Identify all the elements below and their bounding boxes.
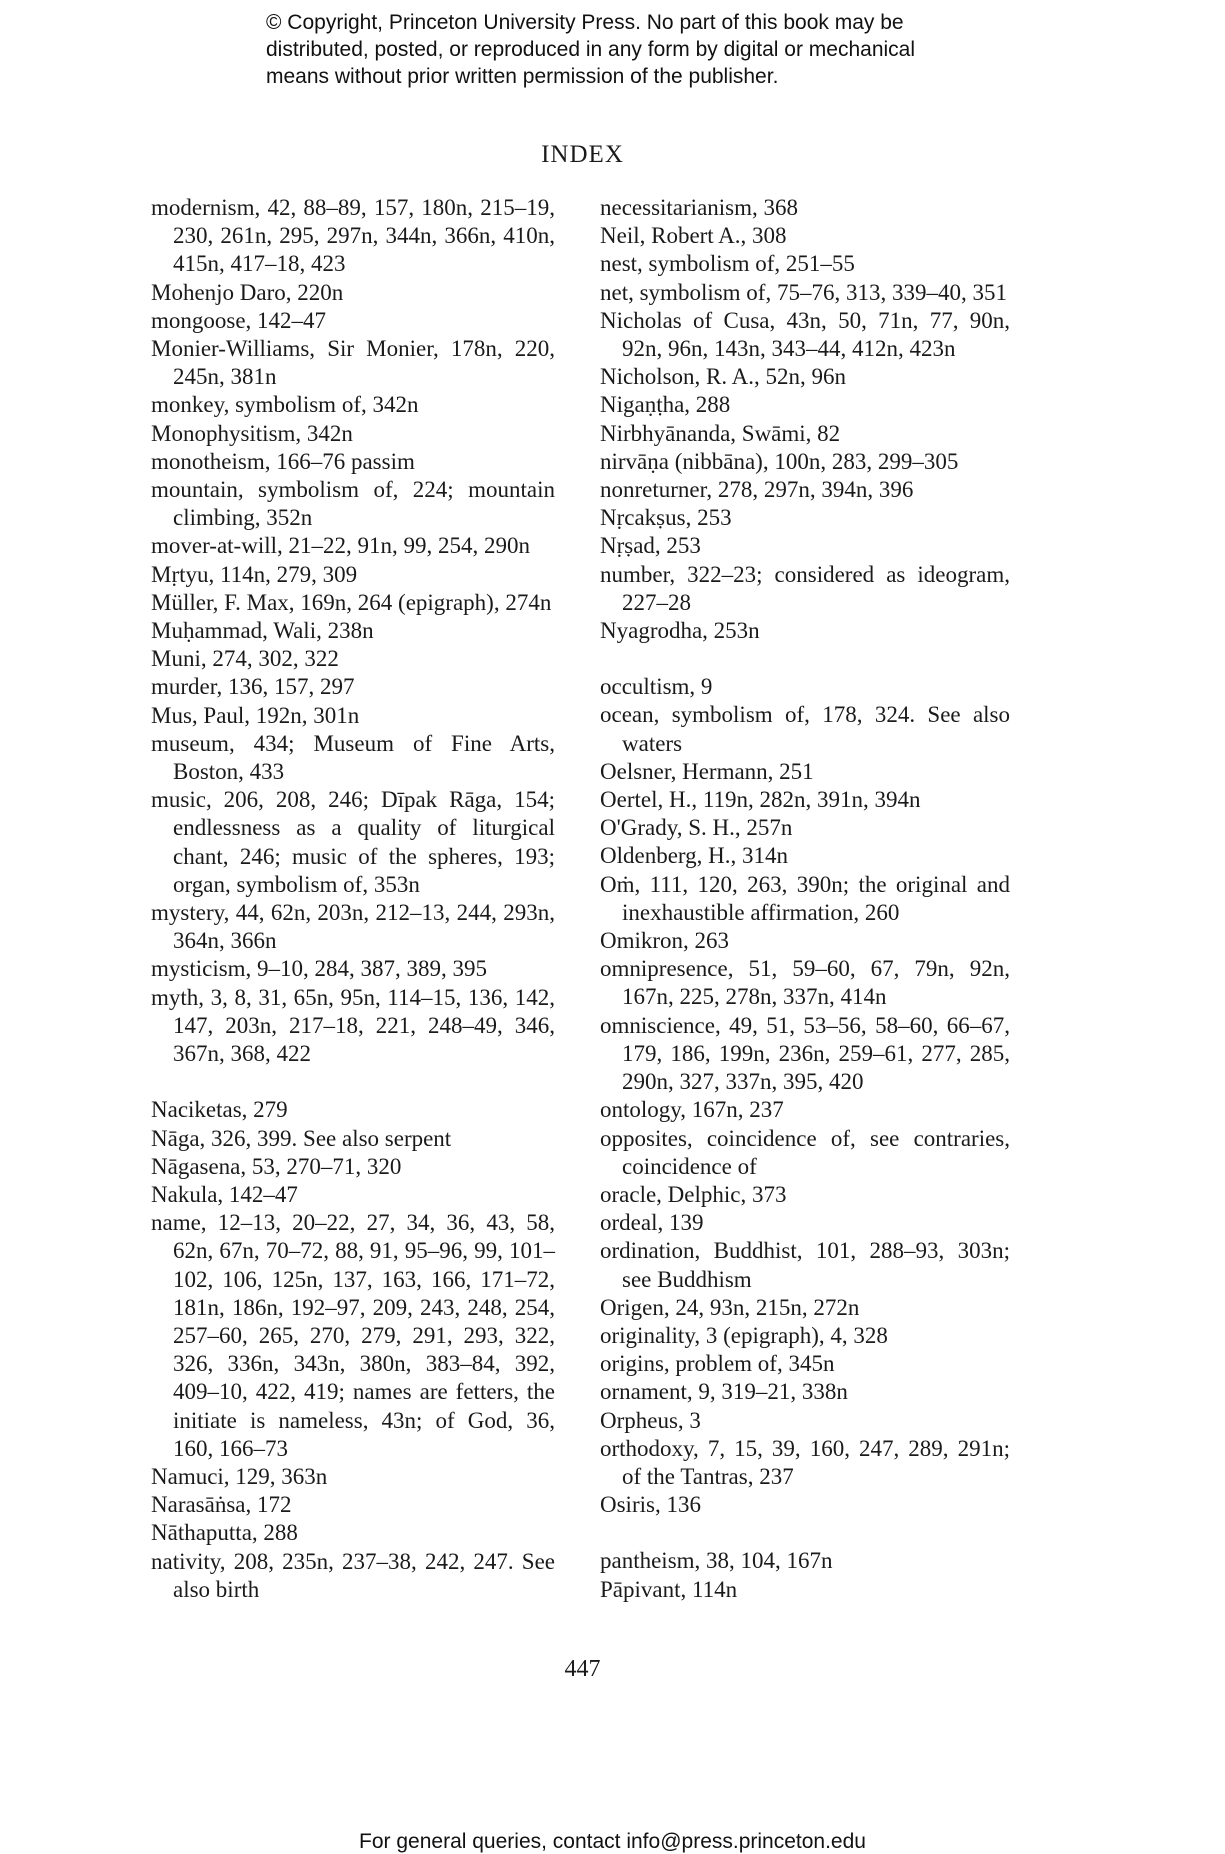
index-entry: oracle, Delphic, 373 bbox=[600, 1181, 787, 1207]
index-entry: mysticism, 9–10, 284, 387, 389, 395 bbox=[151, 956, 488, 982]
index-entry: Nigaṇṭha, 288 bbox=[600, 392, 731, 418]
index-entry: Nyagrodha, 253n bbox=[600, 618, 760, 644]
index-entry: Orpheus, 3 bbox=[600, 1407, 701, 1433]
index-entry: Mohenjo Daro, 220n bbox=[151, 279, 344, 305]
letter-gap bbox=[151, 1068, 555, 1096]
index-entry: Oelsner, Hermann, 251 bbox=[600, 758, 814, 784]
index-column-left bbox=[151, 194, 555, 1604]
index-entry: ordeal, 139 bbox=[600, 1210, 704, 1236]
index-entry: Mṛtyu, 114n, 279, 309 bbox=[151, 561, 358, 587]
index-entry: nativity, 208, 235n, 237–38, 242, 247. See also birth bbox=[151, 1548, 555, 1602]
index-entry: Oertel, H., 119n, 282n, 391n, 394n bbox=[600, 787, 921, 813]
index-entry: Nāthaputta, 288 bbox=[151, 1520, 298, 1546]
index-entry: Oldenberg, H., 314n bbox=[600, 843, 789, 869]
index-entry: opposites, coincidence of, see contraries, coincidence of bbox=[600, 1125, 1010, 1179]
index-entry: Namuci, 129, 363n bbox=[151, 1463, 328, 1489]
index-entry: mystery, 44, 62n, 203n, 212–13, 244, 293n, 364n, 366n bbox=[151, 900, 555, 954]
index-entry: Nakula, 142–47 bbox=[151, 1181, 298, 1207]
index-entry: nirvāṇa (nibbāna), 100n, 283, 299–305 bbox=[600, 448, 959, 474]
footer-contact: For general queries, contact info@press.princeton.edu bbox=[359, 1830, 866, 1853]
index-entry: Müller, F. Max, 169n, 264 (epigraph), 274n bbox=[151, 589, 552, 615]
index-entry: pantheism, 38, 104, 167n bbox=[600, 1548, 833, 1574]
index-entry: Neil, Robert A., 308 bbox=[600, 223, 787, 249]
index-entry: modernism, 42, 88–89, 157, 180n, 215–19, 230, 261n, 295, 297n, 344n, 366n, 410n, 415n, 417–18, 423 bbox=[151, 195, 555, 277]
index-entry: mongoose, 142–47 bbox=[151, 307, 327, 333]
index-entry: mover-at-will, 21–22, 91n, 99, 254, 290n bbox=[151, 533, 530, 559]
index-entry: Omikron, 263 bbox=[600, 928, 730, 954]
index-entry: ordination, Buddhist, 101, 288–93, 303n; see Buddhism bbox=[600, 1238, 1010, 1292]
index-entry: monkey, symbolism of, 342n bbox=[151, 392, 419, 418]
page-number: 447 bbox=[564, 1656, 601, 1682]
index-entry: Oṁ, 111, 120, 263, 390n; the original and inexhaustible affirmation, 260 bbox=[600, 871, 1010, 925]
index-entry: Nicholson, R. A., 52n, 96n bbox=[600, 364, 846, 390]
index-entry: museum, 434; Museum of Fine Arts, Boston, 433 bbox=[151, 730, 555, 785]
index-entry: Origen, 24, 93n, 215n, 272n bbox=[600, 1294, 860, 1320]
index-entry: myth, 3, 8, 31, 65n, 95n, 114–15, 136, 142, 147, 203n, 217–18, 221, 248–49, 346, 367n, 368, 422 bbox=[151, 984, 555, 1067]
index-entry: origins, problem of, 345n bbox=[600, 1351, 835, 1377]
index-entry: omnipresence, 51, 59–60, 67, 79n, 92n, 167n, 225, 278n, 337n, 414n bbox=[600, 956, 1010, 1010]
index-entry: necessitarianism, 368 bbox=[600, 195, 799, 220]
copyright-notice: © Copyright, Princeton University Press. No part of this book may be distributed, posted, or reproduced in any form by digital or mechanical means without prior written permission of the publisher. bbox=[266, 11, 916, 88]
index-entry: nest, symbolism of, 251–55 bbox=[600, 251, 855, 277]
index-entry: Naciketas, 279 bbox=[151, 1097, 288, 1123]
index-entry: Nāga, 326, 399. See also serpent bbox=[151, 1125, 452, 1151]
page-title: INDEX bbox=[541, 141, 624, 168]
index-entry: Monophysitism, 342n bbox=[151, 420, 353, 446]
index-entry: Nṛcakṣus, 253 bbox=[600, 505, 732, 531]
index-entry: Pāpivant, 114n bbox=[600, 1576, 738, 1602]
index-entry: name, 12–13, 20–22, 27, 34, 36, 43, 58, 62n, 67n, 70–72, 88, 91, 95–96, 99, 101–102, 106, 125n, 137, 163, 166, 171–72, 181n, 186n, 192–97, 209, 243, 248, 254, 257–60, 265, 270, 279, 291, 293, 322, 326, 336n, 343n, 380n, 383–84, 392, 409–10, 422, 419; names are fetters, the initiate is nameless, 43n; of God, 36, 160, 166–73 bbox=[151, 1210, 555, 1461]
index-entry: O'Grady, S. H., 257n bbox=[600, 815, 793, 841]
index-entry: originality, 3 (epigraph), 4, 328 bbox=[600, 1322, 888, 1348]
index-entry: murder, 136, 157, 297 bbox=[151, 674, 355, 700]
letter-gap bbox=[600, 645, 1010, 673]
index-entry: Nicholas of Cusa, 43n, 50, 71n, 77, 90n, 92n, 96n, 143n, 343–44, 412n, 423n bbox=[600, 307, 1010, 362]
index-entry: Mus, Paul, 192n, 301n bbox=[151, 702, 360, 728]
index-entry: ontology, 167n, 237 bbox=[600, 1097, 784, 1123]
index-entry: occultism, 9 bbox=[600, 674, 713, 700]
index-column-right bbox=[600, 194, 1010, 1604]
index-entry: omniscience, 49, 51, 53–56, 58–60, 66–67, 179, 186, 199n, 236n, 259–61, 277, 285, 290n, 327, 337n, 395, 420 bbox=[600, 1012, 1010, 1095]
index-entry: number, 322–23; considered as ideogram, 227–28 bbox=[600, 561, 1010, 615]
index-entry: net, symbolism of, 75–76, 313, 339–40, 351 bbox=[600, 279, 1007, 305]
index-entry: monotheism, 166–76 passim bbox=[151, 448, 415, 474]
index-entry: Monier-Williams, Sir Monier, 178n, 220, 245n, 381n bbox=[151, 336, 555, 390]
index-entry: Nāgasena, 53, 270–71, 320 bbox=[151, 1153, 402, 1179]
index-entry: Muni, 274, 302, 322 bbox=[151, 646, 339, 672]
letter-gap bbox=[600, 1519, 1010, 1547]
index-entry: nonreturner, 278, 297n, 394n, 396 bbox=[600, 477, 914, 503]
index-entry: Nṛṣad, 253 bbox=[600, 533, 701, 559]
index-entry: ocean, symbolism of, 178, 324. See also waters bbox=[600, 702, 1010, 756]
index-entry: mountain, symbolism of, 224; mountain climbing, 352n bbox=[151, 477, 555, 531]
index-entry: Muḥammad, Wali, 238n bbox=[151, 618, 374, 644]
index-entry: Nirbhyānanda, Swāmi, 82 bbox=[600, 420, 841, 446]
index-entry: Narasāṅsa, 172 bbox=[151, 1492, 292, 1518]
index-entry: music, 206, 208, 246; Dīpak Rāga, 154; endlessness as a quality of liturgical chant, 246; music of the spheres, 193; organ, symbolism of, 353n bbox=[151, 787, 555, 897]
index-entry: ornament, 9, 319–21, 338n bbox=[600, 1379, 848, 1405]
index-entry: Osiris, 136 bbox=[600, 1492, 701, 1518]
index-entry: orthodoxy, 7, 15, 39, 160, 247, 289, 291n; of the Tantras, 237 bbox=[600, 1435, 1010, 1489]
